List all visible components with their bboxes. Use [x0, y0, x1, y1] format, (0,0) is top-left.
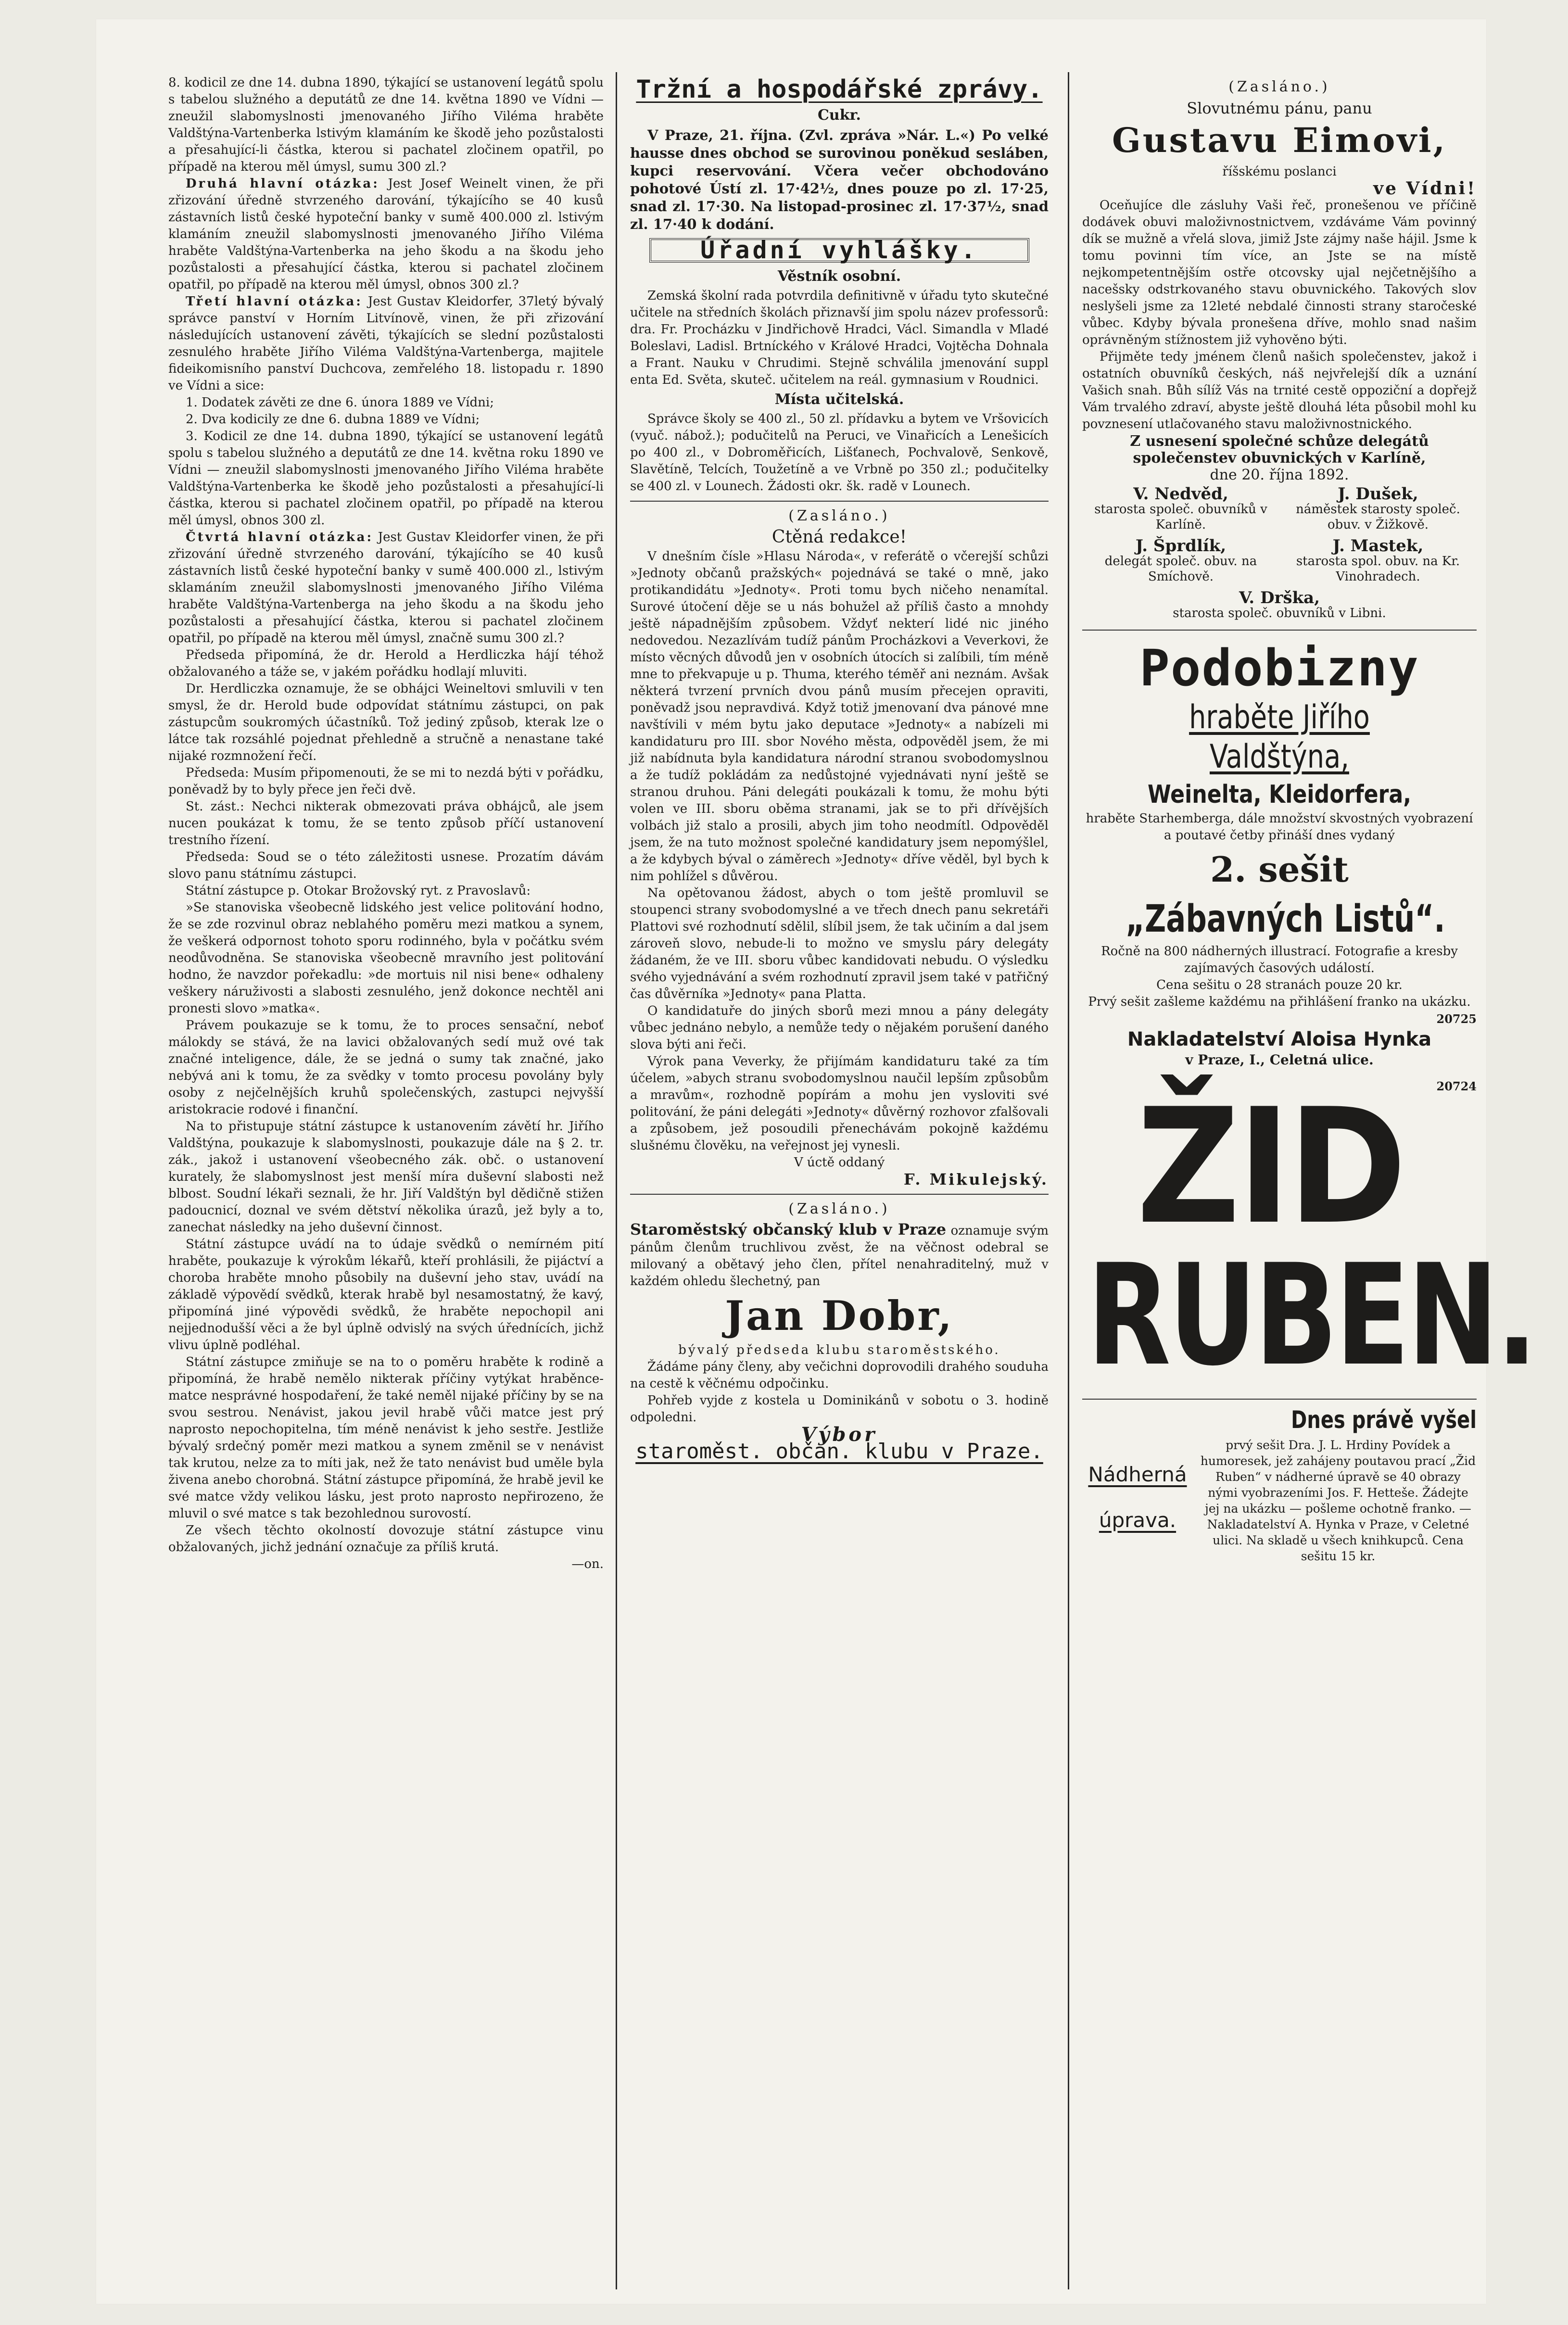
list-item: 2. Dva kodicily ze dne 6. dubna 1889 ve Vídni; — [186, 412, 480, 427]
portraits-ad-names: Weinelta, Kleidorfera, — [1147, 780, 1411, 809]
paragraph: »Se stanoviska všeobecně lidského jest velice politování hodno, že se zde rozvinul obraz neblahého poměru mezi matkou a synem, že veškerá odpornost tohoto sporu rodinného, byla v počátku svém neodůvodněna. Se stanoviska všeobecně mravního jest politování hodno, že navzdor pořekadlu: »de mortuis nil nisi bene« odhaleny veškery náruživosti a slabosti zesnulého, jenž dokonce nechtěl ani pronesti slovo »matka«. — [168, 900, 604, 1016]
obituary-request: Žádáme pány členy, aby večichni doprovodili drahého souduha na cestě k věčnému odpočinku. — [630, 1360, 1049, 1391]
magazine-title: „Zábavných Listů“. — [1125, 897, 1445, 941]
submitted-label: (Zasláno.) — [788, 1200, 890, 1217]
page-number: 8. — [168, 76, 180, 90]
magazine-sample: Prvý sešit zašleme každému na přihlášení franko na ukázku. — [1088, 995, 1471, 1009]
paragraph: Státní zástupce uvádí na to údaje svědků o nemírném pití hraběte, poukazuje k výrokům lékařů, kteří prohlásili, že pijáctví a choroba hraběte mnoho působily na duševní jeho stav, uvádí na základě výpovědí svědků, kterak hrabě byl nesamostatný, že kavý, připomíná jiné výpovědi svědků, že hraběte nepochopil ani nejjednodušší věci a že byl úplně odvislý na svých úřednících, jichž vlivu úplně podléhal. — [168, 1237, 604, 1352]
address-text: Přijměte tedy jménem členů našich společenstev, jakož i ostatních obuvníků českých, náš nejvřelejší dík a uznání Vašich snah. Bůh sílíž Vás na trnité cestě oppoziční a dopřejž Vám trvalého zdraví, abyste ještě dlouhá léta působil mohl ku povznesení utlačovaného stavu maloživnostnického. — [1082, 350, 1477, 431]
paragraph: Právem poukazuje se k tomu, že to proces sensační, neboť málokdy se stává, že na lavici obžalovaných sedí muž ové tak značné inteligence, dále, že se jedná o sumy tak značné, jako nebývá ani k tomu, že za svědky v tomto procesu povolány byly osoby z nejčelnějších kruhů společenských, zastupci nejvyšší aristokracie rodové i finanční. — [168, 1018, 604, 1117]
book-ad-text: prvý sešit Dra. J. L. Hrdiny Povídek a humoresek, jež zahájeny poutavou prací „Žid Ruben“ v nádherné úpravě se 40 obrazy nými vyobrazeními Jos. F. Hetteše. Žádejte jej na ukázku — pošleme ochotně franko. — Nakladatelství A. Hynka v Praze, v Celetné ulici. Na skladě u všech knihkupců. Cena sešitu 15 kr. — [1200, 1438, 1476, 1563]
question-2: Druhá hlavní otázka: Jest Josef Weinelt vinen, že při zřizování úředně stvrzeného darování, týkajícího se 40 kusů zástavních listů české hypoteční banky v sumě 400.000 zl. lstivým klamáním zneužil slabomyslnosti jmenovaného Jiřího Viléma hraběte Valdštýna-Vartenberka na jeho škodu a na škodu jeho pozůstalosti a přesahující částka, kterou si pachatel zločinem opatřil, po případě na kterou měl úmysl, obnos 300 zl.? — [168, 177, 604, 292]
personal-news-text: Zemská školní rada potvrdila definitivně v úřadu tyto skutečné učitele na středních školách přiznavší jim spolu název professorů: dra. Fr. Procházku v Jindřichově Hradci, Václ. Simandla v Mladé Boleslavi, Ladisl. Brtníckého v Králové Hradci, Vojtěcha Dohnala a Frant. Nauku v Chrudimi. Stejně schválila jmenování suppl enta Ed. Světa, skuteč. učitelem na reál. gymnasium v Roudnici. — [630, 289, 1049, 387]
paragraph: Dr. Herdliczka oznamuje, že se obhájci Weineltovi smluvili v ten smysl, že dr. Herold bude odpovídat státnímu zástupci, on pak zástupcům soukromých účastníků. Tož jediný způsob, kterak lze o látce tak rozsáhlé pojednat přehledně a stručně a nenastane také nijaké rozmnožení řečí. — [168, 682, 604, 763]
deceased-title: bývalý předseda klubu staroměstského. — [678, 1343, 1000, 1357]
signatory: J. Dušek, náměstek starosty společ. obuv. v Žižkově. — [1296, 484, 1460, 532]
letter-closing: V úctě oddaný — [794, 1155, 885, 1170]
market-notices-column — [630, 75, 1049, 2287]
portraits-ad-text: hraběte Starhemberga, dále množství skvostných vyobrazení a poutavé četby přináší dnes vydaný — [1086, 811, 1473, 843]
section-title-market: Tržní a hospodářské zprávy. — [636, 75, 1043, 104]
funeral-info: Pohřeb vyjde z kostela u Dominikánů v sobotu o 3. hodině odpoledni. — [630, 1393, 1049, 1425]
submitted-label: (Zasláno.) — [1228, 78, 1330, 95]
book-title-line2: RUBEN. — [1087, 1235, 1535, 1397]
book-ad-side-label: úprava. — [1099, 1508, 1176, 1532]
paragraph: Státní zástupce zmiňuje se na to o poměru hraběte k rodině a připomíná, že hrabě nemělo nikterak příčiny vytýkat hraběnce-matce nesprávné hospodaření, že také neměl nijaké příčiny by se na svou sestrou. Nenávist, jakou jevil hrabě vůči matce jest prý naprosto nepochopitelna, tím méně nenávist k jeho sestře. Jestliže bývalý srdečný poměr mezi matkou a synem změnil se v nenávist tak krutou, nelze za to míti jak, než že tato nenávist bud uměle byla živena anebo chorobná. Státní zástupce připomíná, že hrabě jevil ke své matce vždy velikou lásku, jest proto naprosto nepřirozeno, že mluvil o své matce s tak bezohlednou surovostí. — [168, 1355, 604, 1521]
signatory: V. Drška, starosta společ. obuvníků v Libni. — [1173, 588, 1386, 620]
paragraph: Předseda: Soud se o této záležitosti usnese. Prozatím dávám slovo panu státnímu zástupci. — [168, 850, 604, 881]
paragraph: Předseda připomíná, že dr. Herold a Herdliczka hájí téhož obžalovaného a táže se, v jakém pořádku hodlají mluviti. — [168, 648, 604, 679]
book-ad-side — [1082, 1437, 1193, 1564]
signatory: J. Šprdlík, delegát společ. obuv. na Smíchově. — [1104, 536, 1257, 584]
book-ad-side-label: Nádherná — [1088, 1463, 1187, 1486]
deceased-name: Jan Dobr, — [725, 1292, 954, 1339]
list-item: 1. Dodatek závěti ze dne 6. února 1889 ve Vídni; — [186, 395, 494, 410]
addressee-role: říšskému poslanci — [1222, 164, 1337, 179]
paragraph: Předseda: Musím připomenouti, že se mi to nezdá býti v pořádku, poněvadž by to byly přece jen řeči dvě. — [168, 766, 604, 797]
intro-paragraph: 8. kodicil ze dne 14. dubna 1890, týkající se ustanovení legátů spolu s tabelou služného a deputátů ze dne 14. května 1890 ve Vídni — zneužil slabomyslnosti jmenovaného Jiřího Viléma hraběte Valdštýna-Vartenberka lstivým klamáním ke škodě jeho pozůstalosti a přesahující-li částka, kterou si pachatel zločinem opatřil, po případě na kterou měl úmysl, sumu 300 zl.? — [168, 76, 604, 174]
letter-paragraph: Výrok pana Veverky, že přijímám kandidaturu také za tím účelem, »abych stranu svobodomyslnou naučil lepším způsobům a mravům«, rozhodně popírám a mohu jen vysloviti své politování, že páni delegáti »Jednoty« důvěrný rozhovor zfalšovali a způsobem, jež posoudili přenechávám pokojně každému slušnému člověku, na veřejnost jej vynesli. — [630, 1054, 1049, 1153]
letter-salutation: Ctěná redakce! — [771, 527, 907, 547]
committee-name: staroměst. občan. klubu v Praze. — [635, 1439, 1043, 1464]
book-ad-heading: Dnes právě vyšel — [1291, 1406, 1477, 1434]
ad-number: 20725 — [1436, 1012, 1477, 1026]
submitted-label: (Zasláno.) — [788, 507, 890, 524]
question-3: Třetí hlavní otázka: Jest Gustav Kleidorfer, 37letý bývalý správce panství v Horním Litvínově, vinen, že při zřizování následujících ustanovení závěti, týkajících se slední pozůstalosti zesnulého hraběte Jiřího Viléma Valdštýna-Vartenberga, majitele fideikomisního panství Duchcova, zemřelého 18. listopadu r. 1890 ve Vídni a sice: — [168, 294, 604, 393]
obituary-intro: Staroměstský občanský klub v Praze oznamuje svým pánům členům truchlivou zvěst, že na věčnost odebral se milovaný a obětavý jeho člen, přítel nenahraditelný, muž v každém ohledu šlechetný, pan — [630, 1220, 1049, 1289]
divider — [1082, 630, 1477, 631]
ad-number: 20724 — [1436, 1079, 1477, 1093]
divider — [630, 501, 1049, 502]
divider — [630, 1194, 1049, 1195]
publisher-name: Nakladatelství Aloisa Hynka — [1127, 1028, 1432, 1050]
ads-column — [1082, 75, 1535, 2287]
newspaper-page — [96, 19, 1535, 2304]
letter-paragraph: O kandidatuře do jiných sborů mezi mnou a pány delegáty vůbec jednáno nebylo, a nemůže tedy o nějakém porušení daného slova býti ani řeči. — [630, 1004, 1049, 1052]
signatory: V. Nedvěd, starosta společ. obuvníků v Karlíně. — [1094, 484, 1267, 532]
book-title-line1: ŽID — [1136, 1074, 1404, 1259]
portraits-ad-title: Podobizny — [1139, 639, 1419, 697]
list-item: 3. Kodicil ze dne 14. dubna 1890, týkající se ustanovení legátů spolu s tabelou služného a deputátů ze dne 14. května roku 1890 ve Vídni — zneužil slabomyslnosti jmenovaného Jiřího Viléma hraběte Valdštýna-Vartenberka ke škodě jeho pozůstalosti a přesahující-li částka, kterou si pachatel zločinem opatřil, po případě na kterou měl úmysl, obnos 300 zl. — [168, 429, 604, 528]
portraits-ad-subject: hraběte Jiřího Valdštýna, — [1189, 698, 1370, 776]
issue-number: 2. sešit — [1210, 849, 1349, 890]
sugar-heading: Cukr. — [818, 107, 861, 124]
personal-news-heading: Věstník osobní. — [777, 268, 901, 285]
question-4: Čtvrtá hlavní otázka: Jest Gustav Kleidorfer vinen, že při zřizování úředně stvrzeného darování, týkajícího se 40 kusů zástavních listů české hypoteční banky v sumě 400.000 zl., lstivým sklamáním zneužil slabomyslnosti jmenovaného Jiřího Viléma hraběte Valdštýna-Vartenberga na jeho škodu a na škodu jeho pozůstalosti a přesahující částka, kterou si pachatel zločinem opatřil, po případě na kterou měl úmysl, značně sumu 300 zl.? — [168, 530, 604, 645]
publisher-address: v Praze, I., Celetná ulice. — [1185, 1052, 1374, 1068]
resolution-line: Z usnesení společné schůze delegátů společenstev obuvnických v Karlíně, — [1130, 433, 1429, 467]
court-report-column — [168, 75, 604, 2287]
letter-paragraph: V dnešním čísle »Hlasu Národa«, v referátě o včerejší schůzi »Jednoty občanů pražských« pojednává se také o mně, jako protikandidátu »Jednoty«. Proti tomu bych ničeho nenamítal. Surové útočení děje se u nás bohužel až příliš často a mnohdy ještě nápadnějším způsobem. Vždyť nekterí lidé nic jiného nedovedou. Nezazlívám tudíž pánům Procházkovi a Veverkovi, že místo věcných důvodů jen v osobních útocích si zalíbili, tím méně mne to překvapuje u p. Thuma, kterého téměř ani neznám. Avšak některá tvrzení prvních dvou pánů musím přecejen opraviti, poněvadž jsou nepravdivá. Když totiž jmenovaní dva pánové mne navštívili v mém bytu jako deputace »Jednoty« a nabízeli mi kandidaturu pro III. sbor Nového města, odpověděl jsem, že mi již nabídnuta byla kandidatura národní stranou svobodomyslnou a že tudíž pokládám za nedůstojné vyjednávati nyní ještě se stranou druhou. Páni delegáti poukázali k tomu, že mohu býti volen ve III. sboru oběma stranami, jak se to při dřívějších volbách již stalo a prosili, abych jim toho neodmítl. Odpověděl jsem, že na tuto možnost společné kandidatury jsem nepomýšlel, a že kdybych býval o záměrech »Jednoty« dříve věděl, byl bych k nim pohlížel s důvěrou. — [630, 549, 1049, 884]
committee-label: Výbor — [801, 1423, 878, 1446]
signatories-table — [1082, 483, 1477, 624]
resolution-date: dne 20. října 1892. — [1210, 467, 1349, 483]
addressee-name: Gustavu Eimovi, — [1112, 120, 1447, 160]
divider — [1082, 1399, 1477, 1400]
letter-paragraph: Na opětovanou žádost, abych o tom ještě promluvil se stoupenci strany svobodomyslné a ve třech dnech panu sekretáři Plattovi své rozhodnutí sdělil, slíbil jsem, že tak učiním a dal jsem zároveň slovo, nebude-li to možno ve smyslu páry delegáty žádaném, že ve III. sboru vůbec kandidovati nebudu. O výsledku svého vyjednávání a svém rozhodnutí zpravil jsem také v patřičný čas důvěrníka »Jednoty« pana Platta. — [630, 886, 1049, 1001]
letter-signature: F. Mikulejský. — [903, 1170, 1049, 1188]
magazine-price: Cena sešitu o 28 stranách pouze 20 kr. — [1156, 978, 1403, 992]
paragraph: Na to přistupuje státní zástupce k ustanovením závětí hr. Jiřího Valdštýna, poukazuje k slabomyslnosti, poukazuje dále na § 2. tr. zák., jakož i ustanovení všeobecného zák. obč. o ustanovení kurately, že slabomyslnost jest menší míra duševní slabosti než blbost. Soudní lékaři seznali, že hr. Jiří Valdštýn byl dědičně stižen padoucnicí, doznal ve svém dětství několika úrazů, jež byly a to, zanechat následky na jeho duševní činnost. — [168, 1119, 604, 1235]
magazine-info: Ročně na 800 nádherných illustrací. Fotografie a kresby zajímavých časových událostí. — [1101, 944, 1458, 975]
column-rule — [1068, 72, 1069, 2289]
address-text: Oceňujíce dle zásluhy Vaši řeč, pronešenou ve příčině dodávek obuvi maloživnostnictvem, vzdáváme Vám povinný dík se mužně a vřelá slova, jimiž Jste zájmy naše hájil. Jsme k tomu povinni tím více, an Jste se na místě nejkompetentnějším ostře otcovsky ujal nejčetnějšího a nacešsky odstrkovaného stavu obuvnického. Takových slov neslyšeli jsme za 12leté nebdalé činnosti strany staročeské vůbec. Kdyby bývala pronešena dříve, mohlo snad našim oprávněným stížnostem již vyhověno býti. — [1082, 198, 1477, 347]
paragraph: Státní zástupce p. Otokar Brožovský ryt. z Pravoslavů: — [186, 884, 531, 898]
signatory: J. Mastek, starosta spol. obuv. na Kr. Vinohradech. — [1296, 536, 1460, 584]
sugar-report: V Praze, 21. října. (Zvl. zpráva »Nár. L.«) Po velké hausse dnes obchod se surovinou poněkud sesláben, kupci reservování. Včera večer obchodováno pohotové Ústí zl. 17·42½, dnes pouze po zl. 17·25, snad zl. 17·30. Na listopad-prosinec zl. 17·37½, snad zl. 17·40 k dodání. — [630, 127, 1049, 232]
address-salutation: Slovutnému pánu, panu — [1187, 99, 1372, 117]
teacher-positions-heading: Místa učitelská. — [774, 391, 904, 408]
book-ad-body — [1082, 1437, 1477, 1564]
teacher-positions-text: Správce školy se 400 zl., 50 zl. přídavku a bytem ve Vršovicích (vyuč. nábož.); podučitelů na Peruci, ve Vinařicích a Lenešicích po 400 zl., v Dobroměřicích, Lišťanech, Pochvalově, Senkově, Slavětíně, Telcích, Toužetíně a ve Vrbně po 350 zl.; podučitelky se 400 zl. v Lounech. Žádosti okr. šk. radě v Lounech. — [630, 412, 1049, 493]
report-signature: —on. — [571, 1557, 604, 1571]
paragraph: Ze všech těchto okolností dovozuje státní zástupce vinu obžalovaných, jichž jednání označuje za příliš krutá. — [168, 1523, 604, 1554]
section-title-notices: Úřadní vyhlášky. — [649, 238, 1029, 263]
addressee-place: ve Vídni! — [1373, 178, 1477, 199]
column-rule — [616, 72, 617, 2289]
paragraph: St. zást.: Nechci nikterak obmezovati práva obhájců, ale jsem nucen poukázat k tomu, že se tento způsob příčí ustanovení trestního řízení. — [168, 799, 604, 847]
